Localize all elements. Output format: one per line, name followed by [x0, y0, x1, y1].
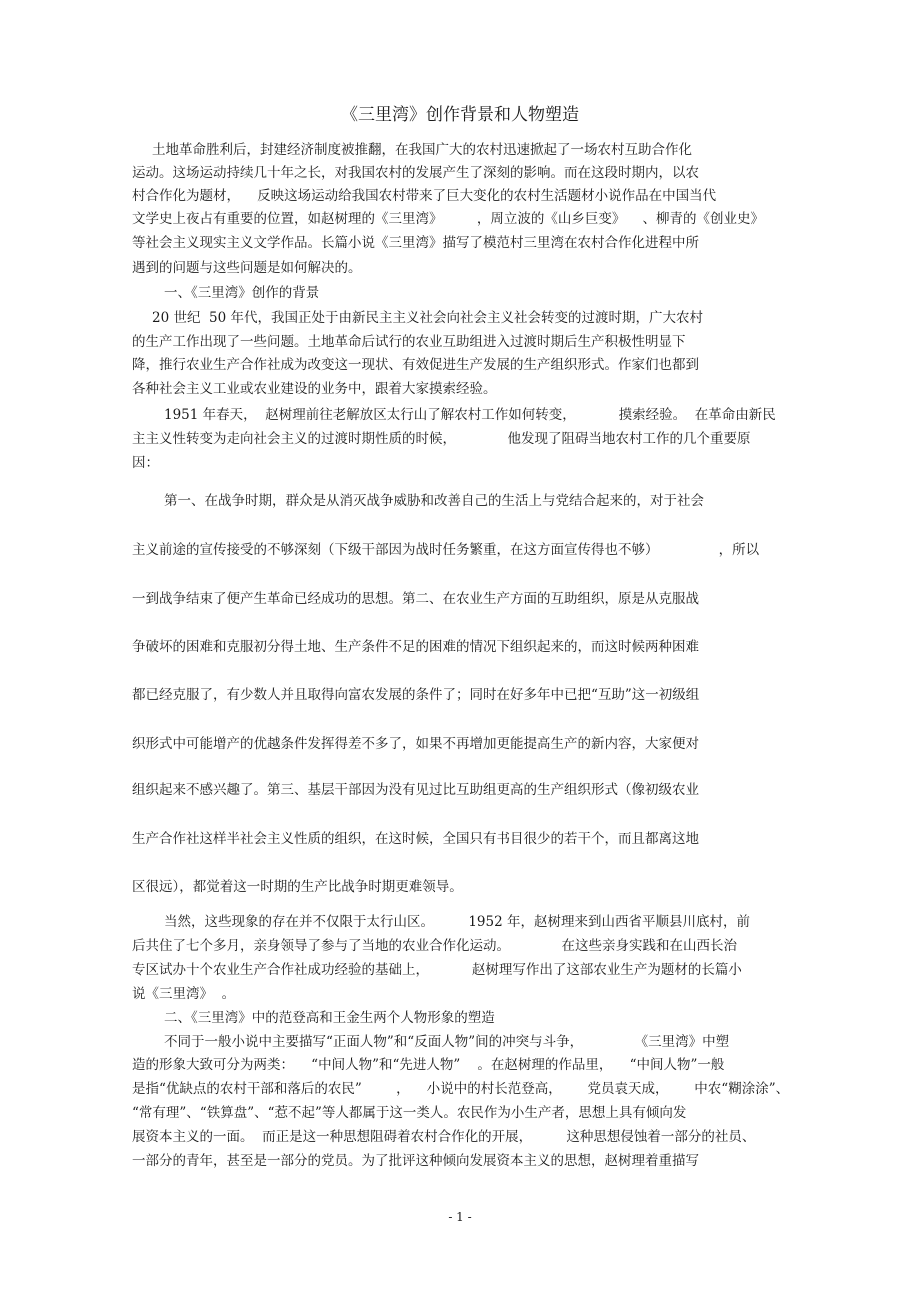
body-line: 专区试办十个农业生产合作社成功经验的基础上， 赵树理写作出了这部农业生产为题材的长篇小: [132, 962, 742, 978]
body-line: 说《三里湾》 。: [132, 986, 236, 1002]
body-line: 主义前途的宣传接受的不够深刻（下级干部因为战时任务繁重，在这方面宣传得也不够） ，所以: [132, 542, 760, 558]
section-heading: 一、《三里湾》创作的背景: [164, 285, 320, 301]
body-line: “常有理”、“铁算盘”、“惹不起”等人都属于这一类人。农民作为小生产者，思想上具有倾向发: [132, 1105, 687, 1121]
body-line: 生产合作社这样半社会主义性质的组织，在这时候，全国只有书目很少的若干个，而且都离这地: [132, 831, 699, 847]
body-line: 各种社会主义工业或农业建设的业务中，跟着大家摸索经验。: [132, 381, 497, 397]
body-line: 造的形象大致可分为两类： “中间人物”和“先进人物” 。在赵树理的作品里， “中间人物”一般: [132, 1057, 725, 1073]
body-line: 土地革命胜利后，封建经济制度被推翻，在我国广大的农村迅速掀起了一场农村互助合作化: [152, 142, 692, 158]
body-line: 运动。这场运动持续几十年之长，对我国农村的发展产生了深刻的影响。而在这段时期内，以农: [132, 165, 699, 181]
body-line: 1951 年春天， 赵树理前往老解放区太行山了解农村工作如何转变， 摸索经验。 在革命由新民: [164, 407, 776, 423]
body-line: 村合作化为题材， 反映这场运动给我国农村带来了巨大变化的农村生活题材小说作品在中国当代: [132, 188, 717, 204]
body-line: 第一、在战争时期，群众是从消灭战争威胁和改善自己的生活上与党结合起来的，对于社会: [164, 493, 704, 509]
body-line: 一到战争结束了便产生革命已经成功的思想。第二、在农业生产方面的互助组织，原是从克服战: [132, 591, 699, 607]
body-line: 是指“优缺点的农村干部和落后的农民” ， 小说中的村长范登高， 党员袁天成， 中农“糊涂涂”、: [132, 1081, 790, 1097]
body-line: 因：: [132, 455, 159, 471]
body-line: 当然，这些现象的存在并不仅限于太行山区。 1952 年，赵树理来到山西省平顺县川底村，前: [164, 914, 750, 930]
body-line: 遇到的问题与这些问题是如何解决的。: [132, 260, 362, 276]
body-line: 区很远），都觉着这一时期的生产比战争时期更难领导。: [132, 879, 463, 895]
page-number: - 1 -: [448, 1210, 472, 1224]
body-line: 一部分的青年，甚至是一部分的党员。为了批评这种倾向发展资本主义的思想，赵树理着重描写: [132, 1153, 699, 1169]
body-line: 不同于一般小说中主要描写“正面人物”和“反面人物”间的冲突与斗争， 《三里湾》中塑: [164, 1034, 730, 1050]
page-title: 《三里湾》创作背景和人物塑造: [341, 105, 579, 125]
body-line: 都已经克服了，有少数人并且取得向富农发展的条件了；同时在好多年中已把“互助”这一初级组: [132, 687, 700, 703]
body-line: 文学史上夜占有重要的位置，如赵树理的《三里湾》 ，周立波的《山乡巨变》 、柳青的《创业史》: [132, 211, 764, 227]
body-line: 降，推行农业生产合作社成为改变这一现状、有效促进生产发展的生产组织形式。作家们也都到: [132, 357, 699, 373]
body-line: 争破坏的困难和克服初分得土地、生产条件不足的困难的情况下组织起来的，而这时候两种困难: [132, 639, 699, 655]
body-line: 主主义性转变为走向社会主义的过渡时期性质的时候， 他发现了阻碍当地农村工作的几个重要原: [132, 431, 751, 447]
body-line: 织形式中可能增产的优越条件发挥得差不多了，如果不再增加更能提高生产的新内容，大家便对: [132, 736, 699, 752]
body-line: 展资本主义的一面。 而正是这一种思想阻碍着农村合作化的开展， 这种思想侵蚀着一部分的社员、: [132, 1129, 756, 1145]
body-line: 的生产工作出现了一些问题。土地革命后试行的农业互助组进入过渡时期后生产积极性明显下: [132, 334, 686, 350]
section-heading: 二、《三里湾》中的范登高和王金生两个人物形象的塑造: [164, 1010, 495, 1026]
body-line: 20 世纪 50 年代，我国正处于由新民主主义社会向社会主义社会转变的过渡时期，广大农村: [152, 310, 704, 326]
body-line: 组织起来不感兴趣了。第三、基层干部因为没有见过比互助组更高的生产组织形式（像初级农业: [132, 782, 699, 798]
body-line: 等社会主义现实主义文学作品。长篇小说《三里湾》描写了模范村三里湾在农村合作化进程中所: [132, 235, 699, 251]
body-line: 后共住了七个多月，亲身领导了参与了当地的农业合作化运动。 在这些亲身实践和在山西长治: [132, 938, 737, 954]
